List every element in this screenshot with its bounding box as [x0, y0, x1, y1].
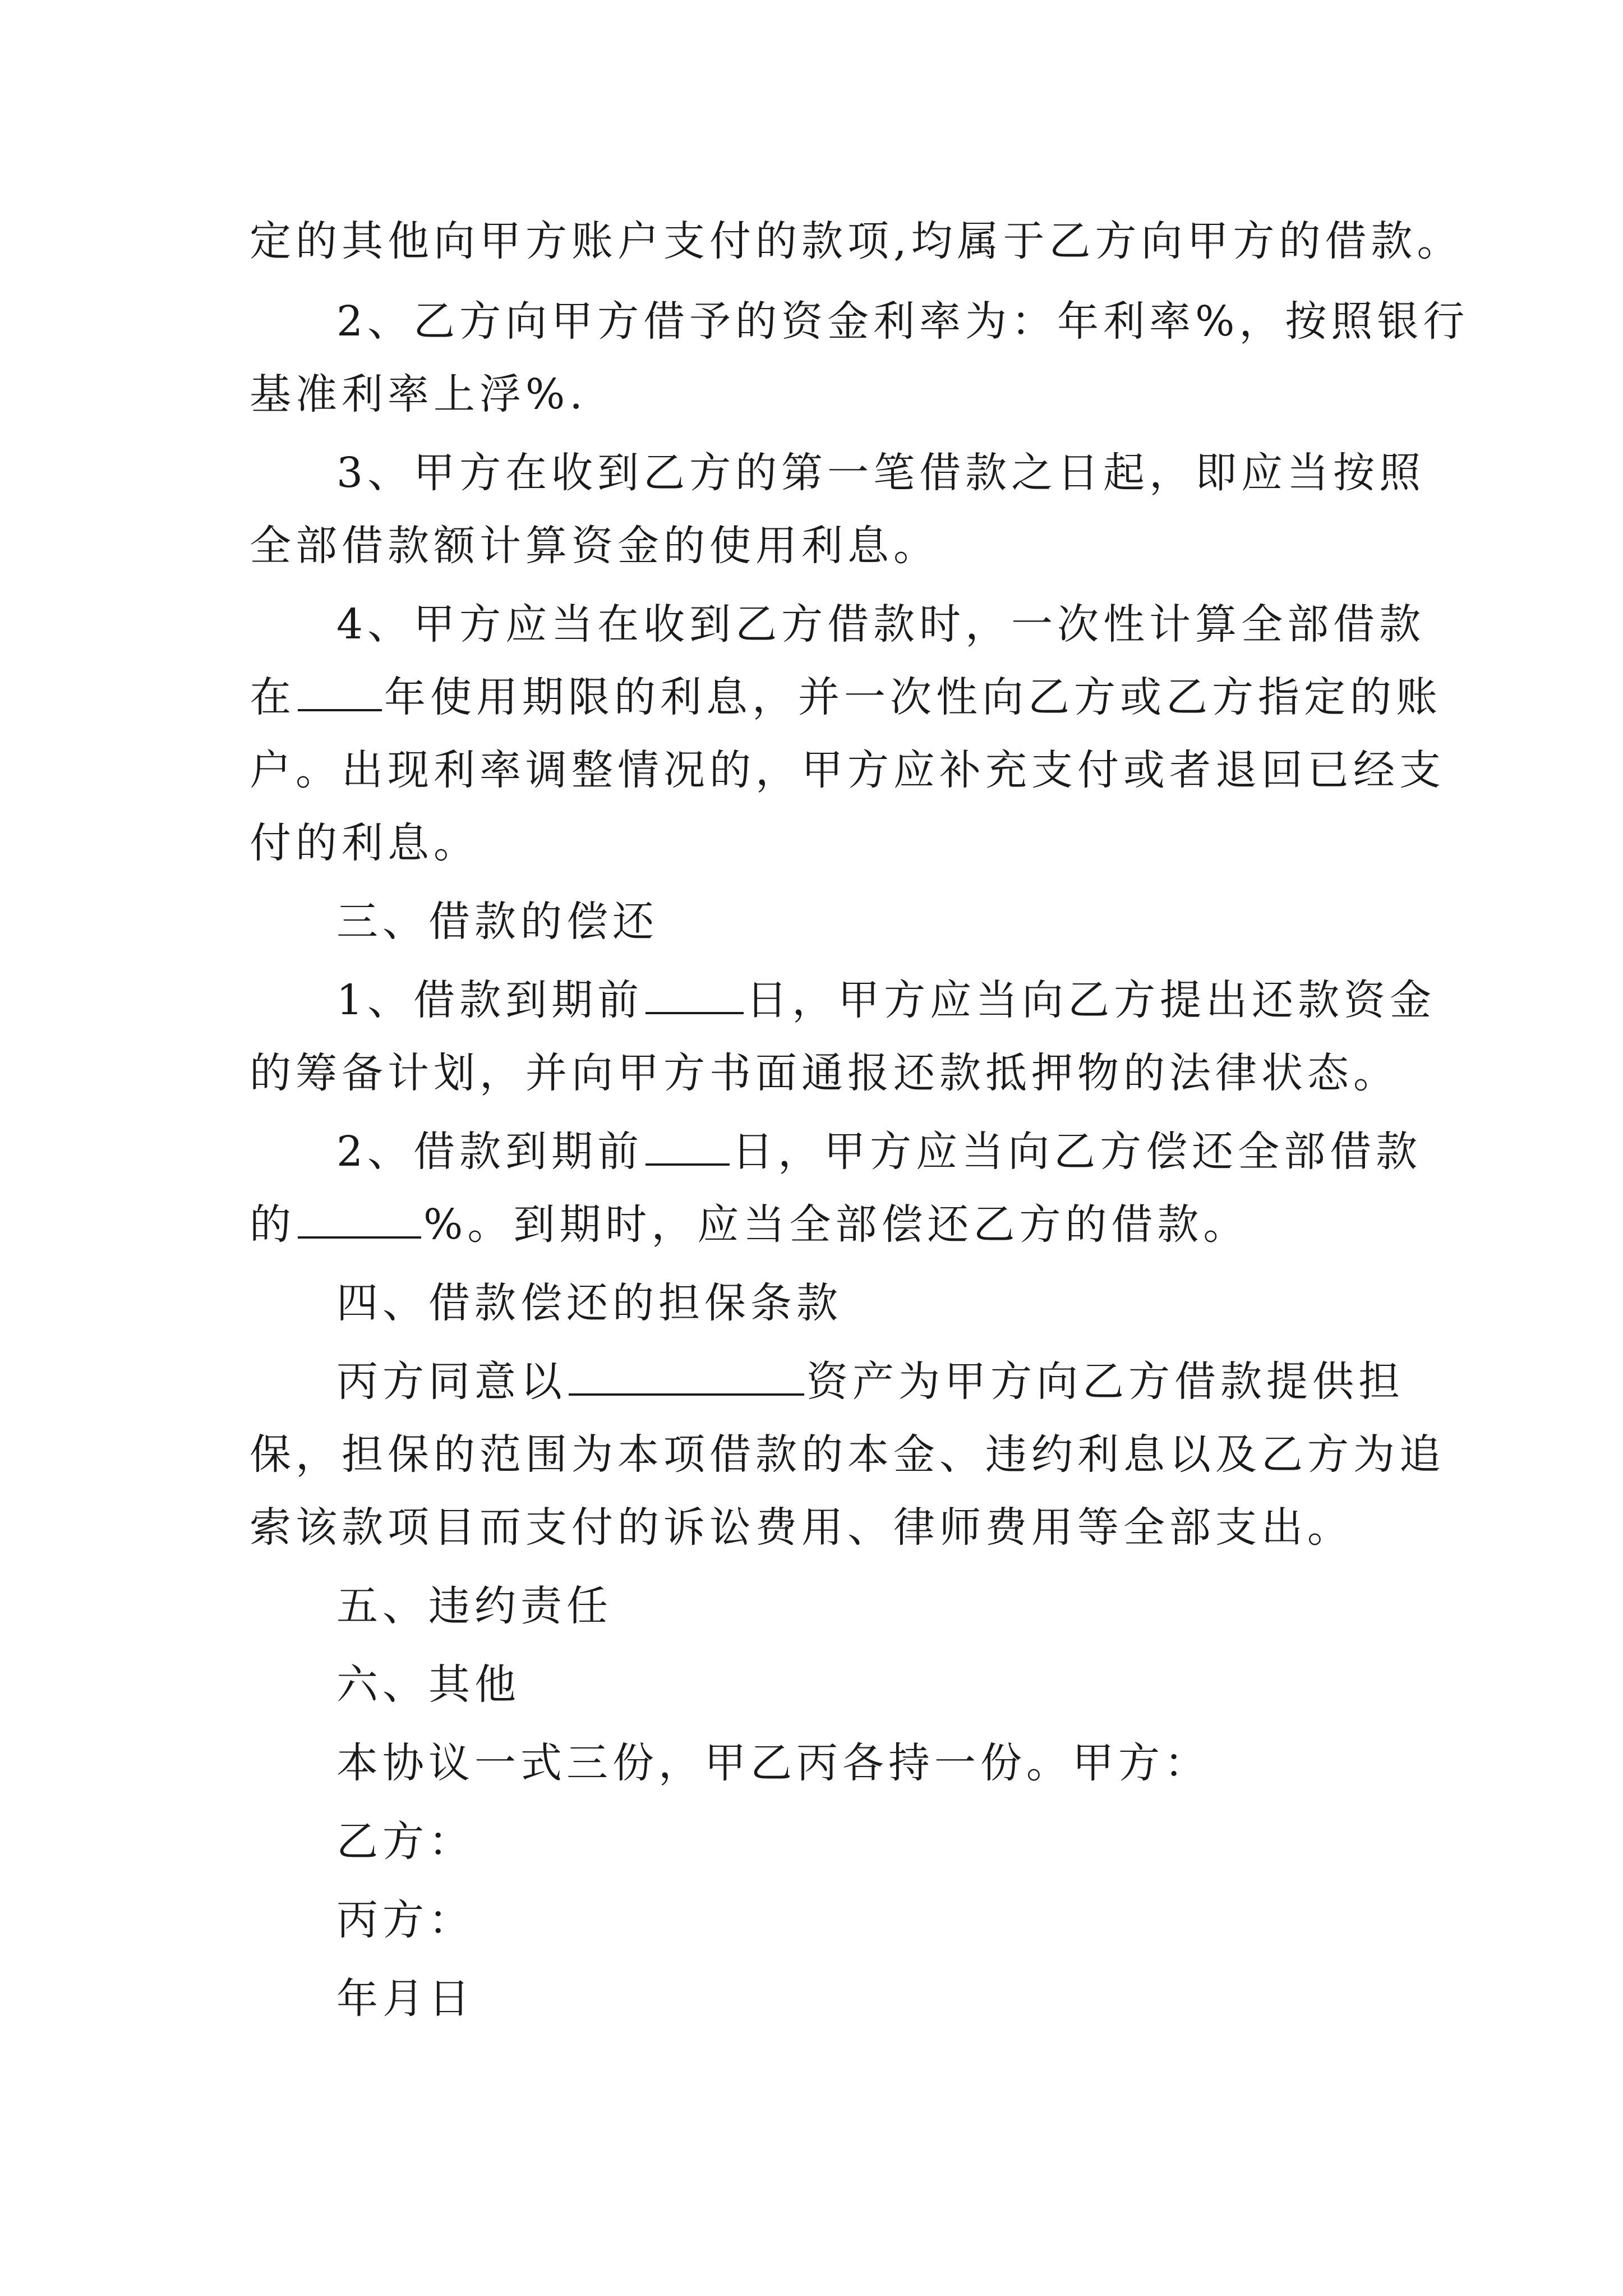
text-line: 4、甲方应当在收到乙方借款时，一次性计算全部借款 [336, 600, 1426, 648]
text-line: 保，担保的范围为本项借款的本金、违约利息以及乙方为追 [250, 1430, 1445, 1479]
text-line: 索该款项目而支付的诉讼费用、律师费用等全部支出。 [250, 1503, 1353, 1552]
text-line: 付的利息。 [250, 819, 479, 867]
section-heading: 三、借款的偿还 [336, 898, 658, 946]
text-line: 2、乙方向甲方借予的资金利率为：年利率%，按照银行 [336, 297, 1469, 346]
text-line: 全部借款额计算资金的使用利息。 [250, 522, 939, 570]
text-line: 3、甲方在收到乙方的第一笔借款之日起，即应当按照 [336, 449, 1426, 497]
line-prefix: 2、借款到期前 [336, 1128, 644, 1176]
text-line-with-blank [336, 972, 1436, 1028]
text-line: 本协议一式三份，甲乙丙各持一份。甲方： [336, 1739, 1210, 1787]
signature-line: 丙方： [336, 1896, 474, 1944]
line-suffix: 日，甲方应当向乙方偿还全部借款 [732, 1128, 1422, 1176]
line-suffix: %。到期时，应当全部偿还乙方的借款。 [423, 1200, 1249, 1249]
fill-blank [569, 1359, 804, 1396]
fill-blank [645, 1129, 730, 1166]
section-heading: 六、其他 [336, 1660, 520, 1709]
line-suffix: 日，甲方应当向乙方提出还款资金 [746, 976, 1436, 1024]
text-line-with-blank [336, 1124, 1422, 1180]
text-line: 定的其他向甲方账户支付的款项,均属于乙方向甲方的借款。 [250, 217, 1463, 265]
section-heading: 四、借款偿还的担保条款 [336, 1279, 842, 1327]
text-line-with-blank [336, 1354, 1404, 1410]
line-prefix: 1、借款到期前 [336, 976, 644, 1024]
text-line-with-blank [250, 1197, 1249, 1253]
text-line-with-blank [250, 669, 1442, 725]
fill-blank [298, 674, 382, 711]
fill-blank [298, 1202, 421, 1239]
text-line: 的筹备计划，并向甲方书面通报还款抵押物的法律状态。 [250, 1049, 1399, 1097]
line-suffix: 年使用期限的利息，并一次性向乙方或乙方指定的账 [384, 673, 1442, 721]
line-suffix: 资产为甲方向乙方借款提供担 [806, 1358, 1404, 1406]
line-prefix: 丙方同意以 [336, 1358, 566, 1406]
text-line: 基准利率上浮%. [250, 370, 587, 418]
section-heading: 五、违约责任 [336, 1582, 612, 1630]
line-prefix: 的 [250, 1200, 296, 1249]
signature-line: 乙方： [336, 1818, 474, 1866]
date-line: 年月日 [336, 1975, 474, 2023]
text-line: 户。出现利率调整情况的，甲方应补充支付或者退回已经支 [250, 746, 1445, 794]
fill-blank [645, 977, 744, 1014]
line-prefix: 在 [250, 673, 296, 721]
